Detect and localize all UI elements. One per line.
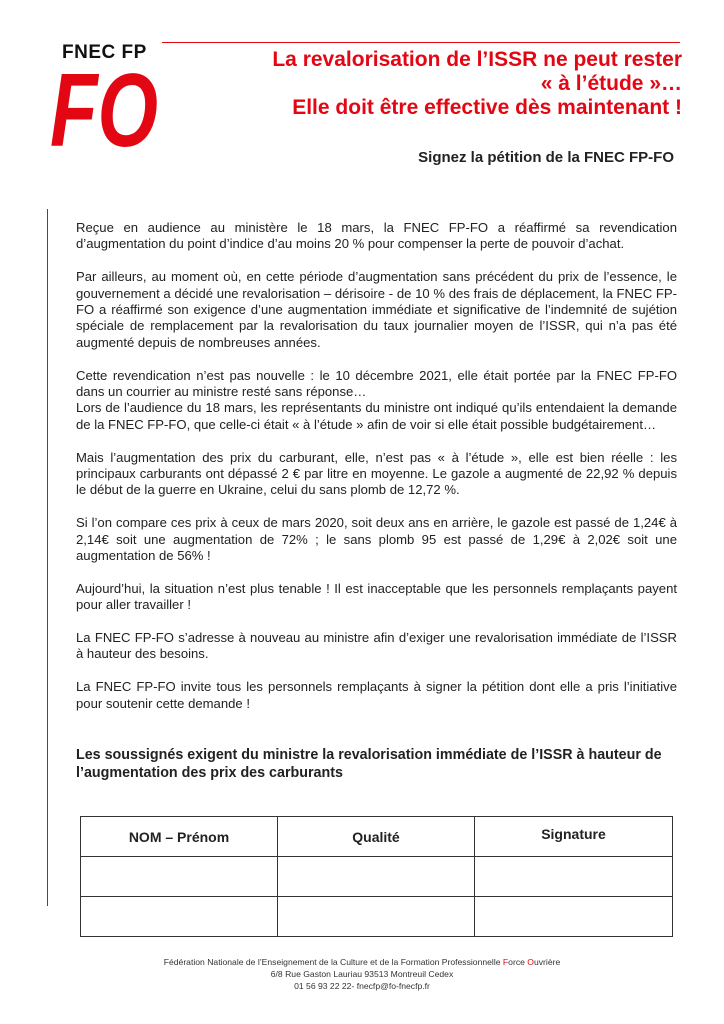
cell-quality[interactable] (278, 897, 475, 937)
logo-fo-text: FO (50, 60, 158, 152)
cell-name[interactable] (81, 897, 278, 937)
letter-body (76, 220, 677, 728)
petition-subtitle: Signez la pétition de la FNEC FP-FO (418, 149, 674, 166)
footer-ouvriere-text: uvrière (533, 957, 561, 967)
paragraph-3a: Cette revendication n’est pas nouvelle : le 10 décembre 2021, elle était portée par la FNEC FP-FO dans un courrier au ministre resté sans réponse… (76, 367, 677, 400)
headline (162, 48, 682, 120)
column-header-quality: Qualité (278, 817, 475, 857)
paragraph-3b: Lors de l’audience du 18 mars, les représentants du ministre ont indiqué qu’ils entendaient la demande de la FNEC FP-FO, que celle-ci était « à l’étude » afin de voir si elle était possible budgétairement… (76, 400, 677, 432)
headline-line-3: Elle doit être effective dès maintenant ! (292, 96, 682, 119)
footer-f-letter: F (502, 957, 509, 967)
paragraph-7: La FNEC FP-FO s’adresse à nouveau au ministre afin d’exiger une revalorisation immédiate de l’ISSR à hauteur des besoins. (76, 630, 677, 662)
footer-o-letter: O (527, 957, 534, 967)
paragraph-4: Mais l’augmentation des prix du carburant, elle, n’est pas « à l’étude », elle est bien réelle : les principaux carburants ont dépassé 2 € par litre en moyenne. Le gazole a augmenté de 22,92 % depuis le début de la guerre en Ukraine, celui du sans plomb de 12,72 %. (76, 449, 677, 498)
logo-fnec-fp-text: FNEC FP (62, 42, 147, 63)
cell-name[interactable] (81, 857, 278, 897)
paragraph-1: Reçue en audience au ministère le 18 mars, la FNEC FP-FO a réaffirmé sa revendication d’augmentation du point d’indice d’au moins 20 % pour compenser la perte de pouvoir d’achat. (76, 220, 677, 252)
cell-quality[interactable] (278, 857, 475, 897)
cell-signature[interactable] (475, 897, 673, 937)
header-rule (162, 42, 680, 43)
column-header-signature: Signature (475, 817, 673, 857)
paragraph-2: Par ailleurs, au moment où, en cette période d’augmentation sans précédent du prix de l’essence, le gouvernement a décidé une revalorisation – dérisoire - de 10 % des frais de déplacement, la FNEC FP-FO a réaffirmé son exigence d’une augmentation immédiate et significative de l’indemnité de sujétion spéciale de remplacement par la revalorisation du taux journalier moyen de l’ISSR, qui n’a pas été augmenté depuis de nombreuses années. (76, 269, 677, 350)
margin-rule (47, 209, 48, 906)
table-row (81, 857, 673, 897)
table-row (81, 897, 673, 937)
footer-contact: 01 56 93 22 22- fnecfp@fo-fnecfp.fr (294, 981, 430, 991)
footer-address: 6/8 Rue Gaston Lauriau 93513 Montreuil Cedex (270, 969, 454, 979)
signature-table (80, 816, 673, 937)
table-header-row (81, 817, 673, 857)
petition-demand: Les soussignés exigent du ministre la revalorisation immédiate de l’ISSR à hauteur de l’augmentation des prix des carburants (76, 747, 662, 781)
fo-logo-mark (48, 60, 160, 152)
fnec-fp-fo-logo (48, 42, 160, 150)
footer-federation (0, 956, 724, 968)
paragraph-5: Si l’on compare ces prix à ceux de mars 2020, soit deux ans en arrière, le gazole est passé de 1,24€ à 2,14€ soit une augmentation de 72% ; le sans plomb 95 est passé de 1,29€ à 2,02€ soit une augmentation de 56% ! (76, 515, 677, 564)
footer-federation-text: Fédération Nationale de l’Enseignement de la Culture et de la Formation Professionnelle (163, 957, 503, 967)
paragraph-6: Aujourd’hui, la situation n’est plus tenable ! Il est inacceptable que les personnels remplaçants payent pour aller travailler ! (76, 580, 677, 613)
cell-signature[interactable] (475, 857, 673, 897)
headline-line-1: La revalorisation de l’ISSR ne peut rester (272, 48, 682, 71)
footer (0, 956, 724, 992)
column-header-name: NOM – Prénom (81, 817, 278, 857)
footer-force-text: orce (508, 957, 528, 967)
paragraph-8: La FNEC FP-FO invite tous les personnels remplaçants à signer la pétition dont elle a pris l’initiative pour soutenir cette demande ! (76, 679, 677, 711)
headline-line-2: « à l’étude »… (540, 72, 682, 95)
